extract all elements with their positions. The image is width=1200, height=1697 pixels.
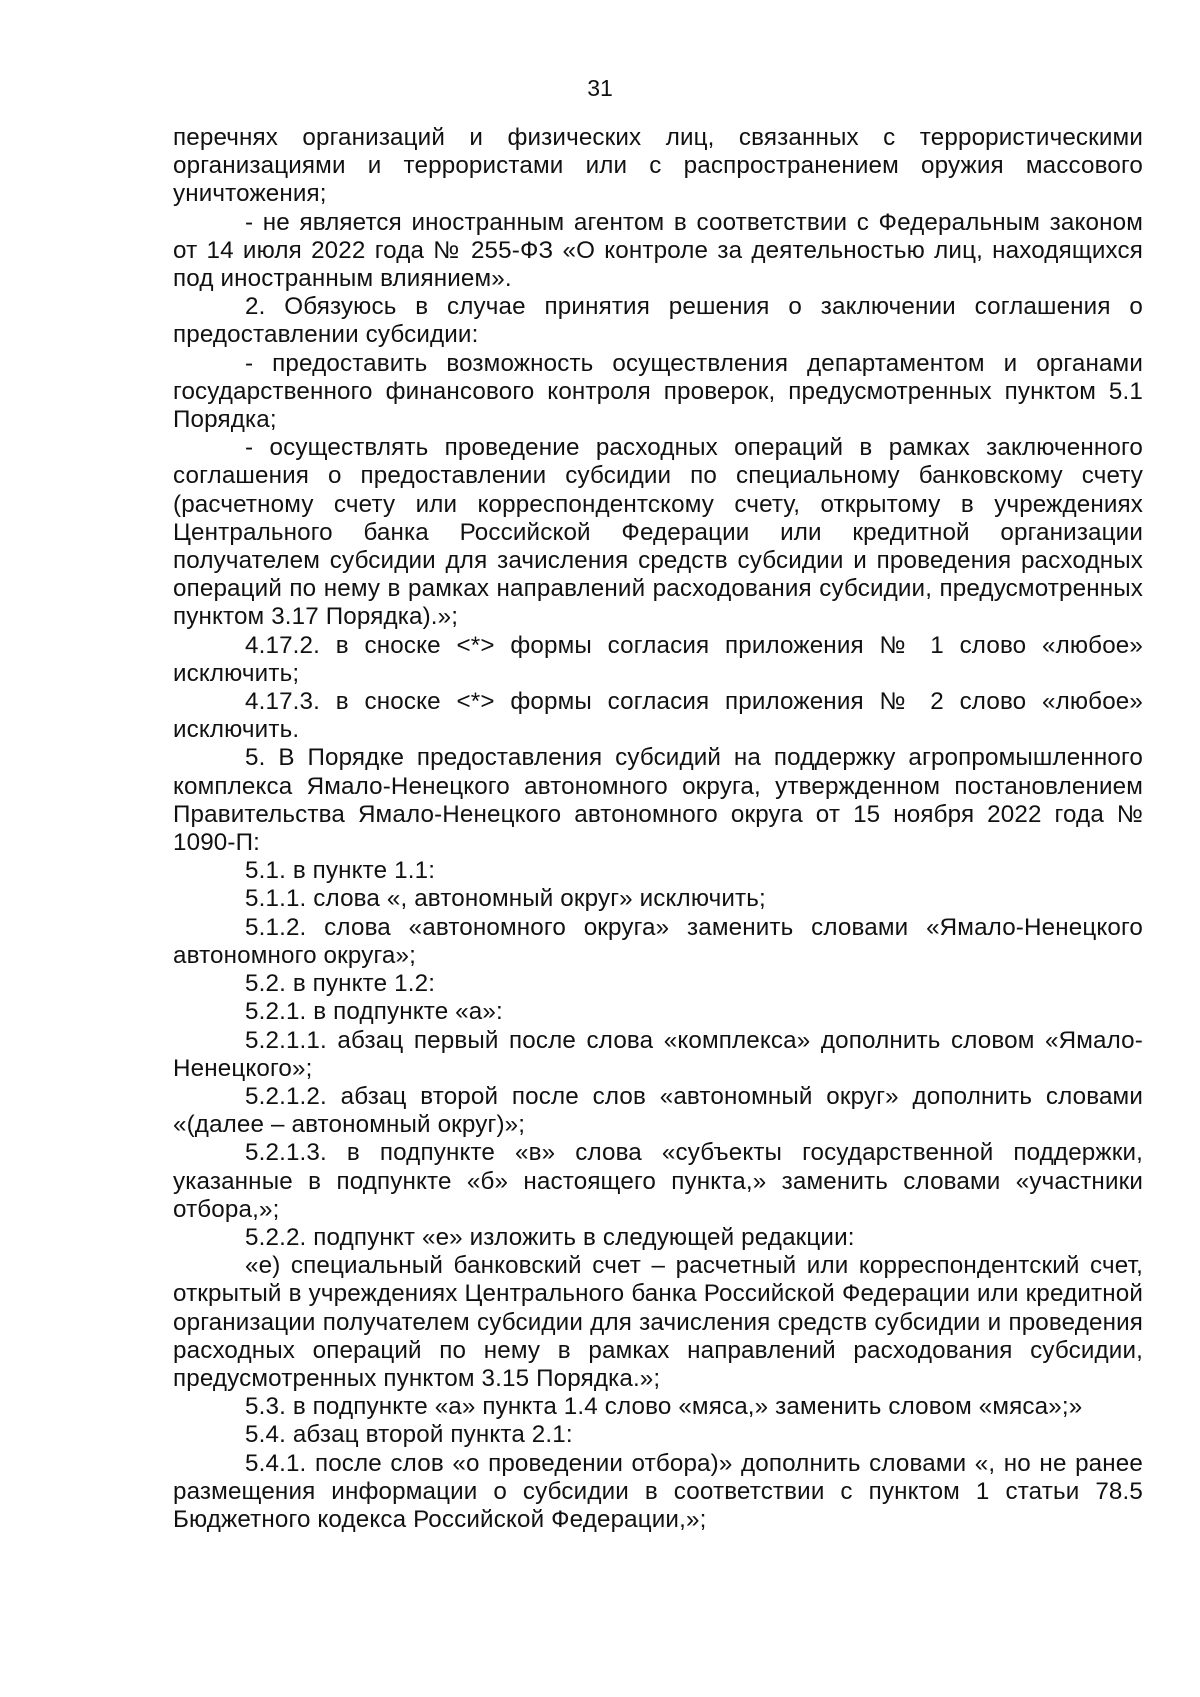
paragraph: 5.1.2. слова «автономного округа» заменить словами «Ямало-Ненецкого автономного округа»; [173, 913, 1143, 969]
paragraph: 5.2.1.1. абзац первый после слова «комплекса» дополнить словом «Ямало-Ненецкого»; [173, 1026, 1143, 1082]
paragraph: 5.2.2. подпункт «е» изложить в следующей редакции: [245, 1223, 855, 1251]
paragraph: «е) специальный банковский счет – расчетный или корреспондентский счет, открытый в учреждениях Центрального банка Российской Федерации или кредитной организации получателем субсидии для зачисления средств субсидии и проведения расходных операций по нему в рамках направлений расходования субсидии, предусмотренных пунктом 3.15 Порядка.»; [173, 1252, 1143, 1392]
page-number: 31 [587, 75, 613, 101]
paragraph: - не является иностранным агентом в соответствии с Федеральным законом от 14 июля 2022 года № 255-ФЗ «О контроле за деятельностью лиц, находящихся под иностранным влиянием». [173, 208, 1143, 293]
paragraph: 5.2.1.3. в подпункте «в» слова «субъекты государственной поддержки, указанные в подпункте «б» настоящего пункта,» заменить словами «участники отбора,»; [173, 1139, 1143, 1223]
paragraph: 5.1. в пункте 1.1: [245, 857, 436, 885]
paragraph: 5.1.1. слова «, автономный округ» исключить; [245, 885, 766, 913]
paragraph: 2. Обязуюсь в случае принятия решения о заключении соглашения о предоставлении субсидии: [173, 293, 1143, 349]
paragraph: 5.2.1.2. абзац второй после слов «автономный округ» дополнить словами «(далее – автономный округ)»; [173, 1082, 1143, 1139]
paragraph: 5. В Порядке предоставления субсидий на поддержку агропромышленного комплекса Ямало-Ненецкого автономного округа, утвержденном постановлением Правительства Ямало-Ненецкого автономного округа от 15 ноября 2022 года № 1090-П: [173, 744, 1143, 857]
paragraph: 4.17.2. в сноске <*> формы согласия приложения № 1 слово «любое» исключить; [173, 631, 1143, 687]
document-body [173, 124, 1143, 1534]
paragraph: - осуществлять проведение расходных операций в рамках заключенного соглашения о предоставлении субсидии по специальному банковскому счету (расчетному счету или корреспондентскому счету, открытому в учреждениях Центрального банка Российской Федерации или кредитной организации получателем субсидии для зачисления средств субсидии и проведения расходных операций по нему в рамках направлений расходования субсидии, предусмотренных пунктом 3.17 Порядка).»; [173, 434, 1143, 631]
paragraph: 5.2.1. в подпункте «а»: [245, 998, 503, 1026]
paragraph: 5.2. в пункте 1.2: [245, 970, 436, 998]
paragraph: перечнях организаций и физических лиц, связанных с террористическими организациями и террористами или с распространением оружия массового уничтожения; [173, 124, 1143, 208]
paragraph: 5.4. абзац второй пункта 2.1: [245, 1421, 573, 1449]
paragraph: 4.17.3. в сноске <*> формы согласия приложения № 2 слово «любое» исключить. [173, 688, 1143, 744]
paragraph: 5.4.1. после слов «о проведении отбора)» дополнить словами «, но не ранее размещения информации о субсидии в соответствии с пунктом 1 статьи 78.5 Бюджетного кодекса Российской Федерации,»; [173, 1449, 1143, 1533]
paragraph: 5.3. в подпункте «а» пункта 1.4 слово «мяса,» заменить словом «мяса»;» [245, 1393, 1083, 1421]
paragraph: - предоставить возможность осуществления департаментом и органами государственного финансового контроля проверок, предусмотренных пунктом 5.1 Порядка; [173, 349, 1143, 434]
